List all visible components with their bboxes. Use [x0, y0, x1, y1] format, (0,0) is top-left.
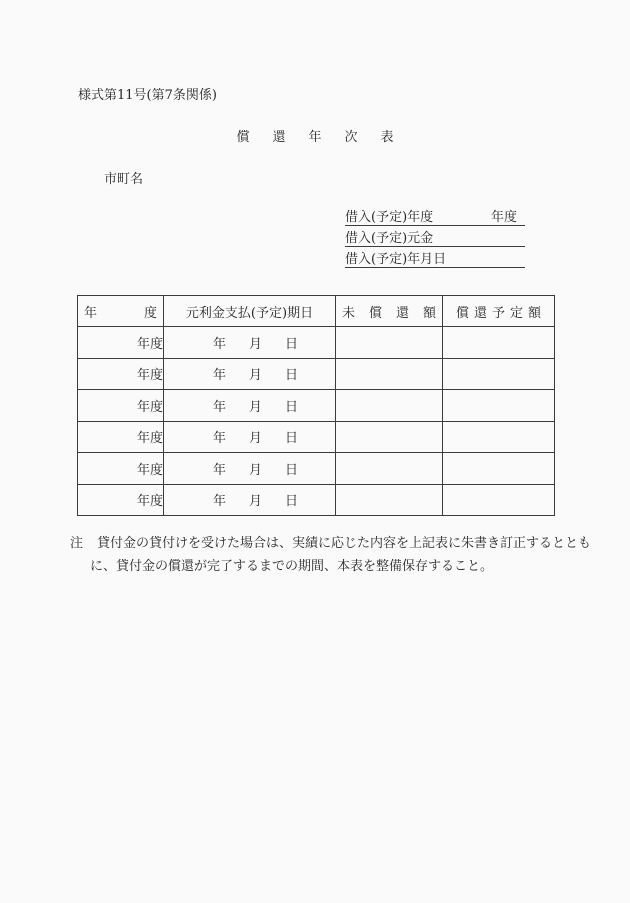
table-header-row — [78, 296, 555, 327]
loan-field-principal — [345, 231, 525, 247]
fiscal-year-cell: 年度 — [78, 327, 164, 359]
unredeemed-amount-cell — [336, 358, 443, 390]
payment-date-cell: 年 月 日 — [164, 390, 336, 422]
table-row — [78, 390, 555, 422]
unredeemed-amount-cell — [336, 453, 443, 485]
payment-date-cell: 年 月 日 — [164, 358, 336, 390]
fiscal-year-cell: 年度 — [78, 390, 164, 422]
loan-field-principal-label: 借入(予定)元金 — [345, 231, 434, 246]
table-row — [78, 327, 555, 359]
payment-date-cell: 年 月 日 — [164, 421, 336, 453]
note-line-2: に、貸付金の償還が完了するまでの期間、本表を整備保存すること。 — [90, 559, 494, 574]
loan-field-year-label: 借入(予定)年度 — [345, 210, 434, 225]
fiscal-year-cell: 年度 — [78, 421, 164, 453]
loan-field-year — [345, 210, 525, 226]
unredeemed-amount-cell — [336, 421, 443, 453]
table-row — [78, 358, 555, 390]
municipality-label: 市町名 — [104, 172, 144, 187]
table-row — [78, 484, 555, 516]
unredeemed-amount-cell — [336, 390, 443, 422]
unredeemed-amount-cell — [336, 484, 443, 516]
planned-amount-cell — [443, 358, 555, 390]
loan-field-year-suffix: 年度 — [490, 210, 517, 225]
loan-field-date — [345, 252, 525, 268]
table-row — [78, 421, 555, 453]
header-cell-fiscal-year: 年 度 — [78, 296, 164, 327]
planned-amount-cell — [443, 453, 555, 485]
planned-amount-cell — [443, 484, 555, 516]
header-cell-payment-due: 元利金支払(予定)期日 — [164, 296, 336, 327]
form-number: 様式第11号(第7条関係) — [78, 88, 217, 103]
fiscal-year-cell: 年度 — [78, 358, 164, 390]
planned-amount-cell — [443, 327, 555, 359]
redemption-schedule-table — [77, 295, 555, 516]
document-title: 償還年次表 — [236, 130, 417, 145]
payment-date-cell: 年 月 日 — [164, 453, 336, 485]
fiscal-year-cell: 年度 — [78, 484, 164, 516]
payment-date-cell: 年 月 日 — [164, 327, 336, 359]
note-line-1 — [70, 532, 591, 551]
table-row — [78, 453, 555, 485]
fiscal-year-cell: 年度 — [78, 453, 164, 485]
header-cell-planned: 償還予定額 — [443, 296, 555, 327]
payment-date-cell: 年 月 日 — [164, 484, 336, 516]
planned-amount-cell — [443, 390, 555, 422]
note-marker: 注 — [70, 536, 84, 551]
loan-field-date-label: 借入(予定)年月日 — [345, 252, 447, 267]
unredeemed-amount-cell — [336, 327, 443, 359]
planned-amount-cell — [443, 421, 555, 453]
note-text-1: 貸付金の貸付けを受けた場合は、実績に応じた内容を上記表に朱書き訂正するととも — [97, 536, 592, 551]
header-cell-unredeemed: 未 償 還 額 — [336, 296, 443, 327]
loan-info-block — [345, 210, 525, 273]
